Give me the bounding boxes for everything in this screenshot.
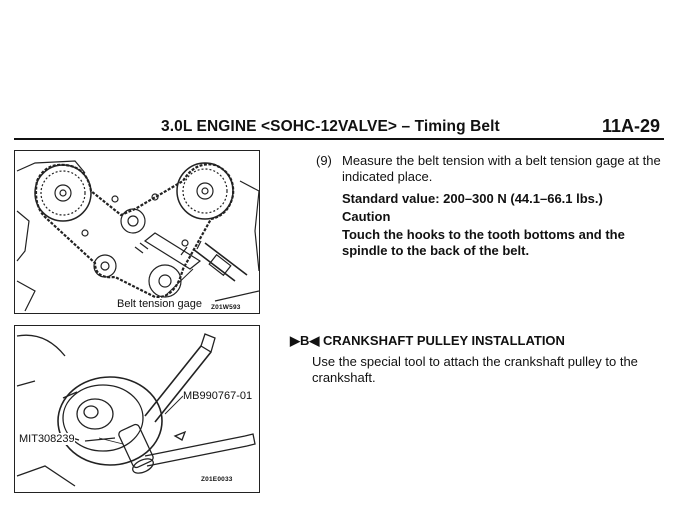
figure-code: Z01W593 <box>211 304 241 311</box>
section-heading: ▶B◀ CRANKSHAFT PULLEY INSTALLATION <box>290 333 565 348</box>
timing-belt-illustration <box>15 151 260 314</box>
special-tool-label-2: MIT308239 <box>19 433 75 445</box>
page-header <box>14 118 664 140</box>
caution-text: Touch the hooks to the tooth bottoms and the spindle to the back of the belt. <box>342 227 625 258</box>
belt-tension-figure <box>14 150 260 314</box>
header-title: 3.0L ENGINE <SOHC-12VALVE> – Timing Belt <box>161 118 500 135</box>
step-number: (9) <box>316 153 332 168</box>
figure-code: Z01E0033 <box>201 476 233 483</box>
caution-heading: Caution <box>342 209 391 224</box>
page-number: 11A-29 <box>601 116 660 136</box>
standard-value: Standard value: 200–300 N (44.1–66.1 lbs.) <box>342 191 603 206</box>
crankshaft-pulley-figure <box>14 325 260 493</box>
belt-tension-gage-label: Belt tension gage <box>117 298 203 310</box>
section-text: Use the special tool to attach the crankshaft pulley to the crankshaft. <box>312 354 638 385</box>
step-text: Measure the belt tension with a belt tension gage at the indicated place. <box>342 153 661 184</box>
special-tool-label-1: MB990767-01 <box>183 390 253 402</box>
crankshaft-pulley-illustration <box>15 326 260 493</box>
